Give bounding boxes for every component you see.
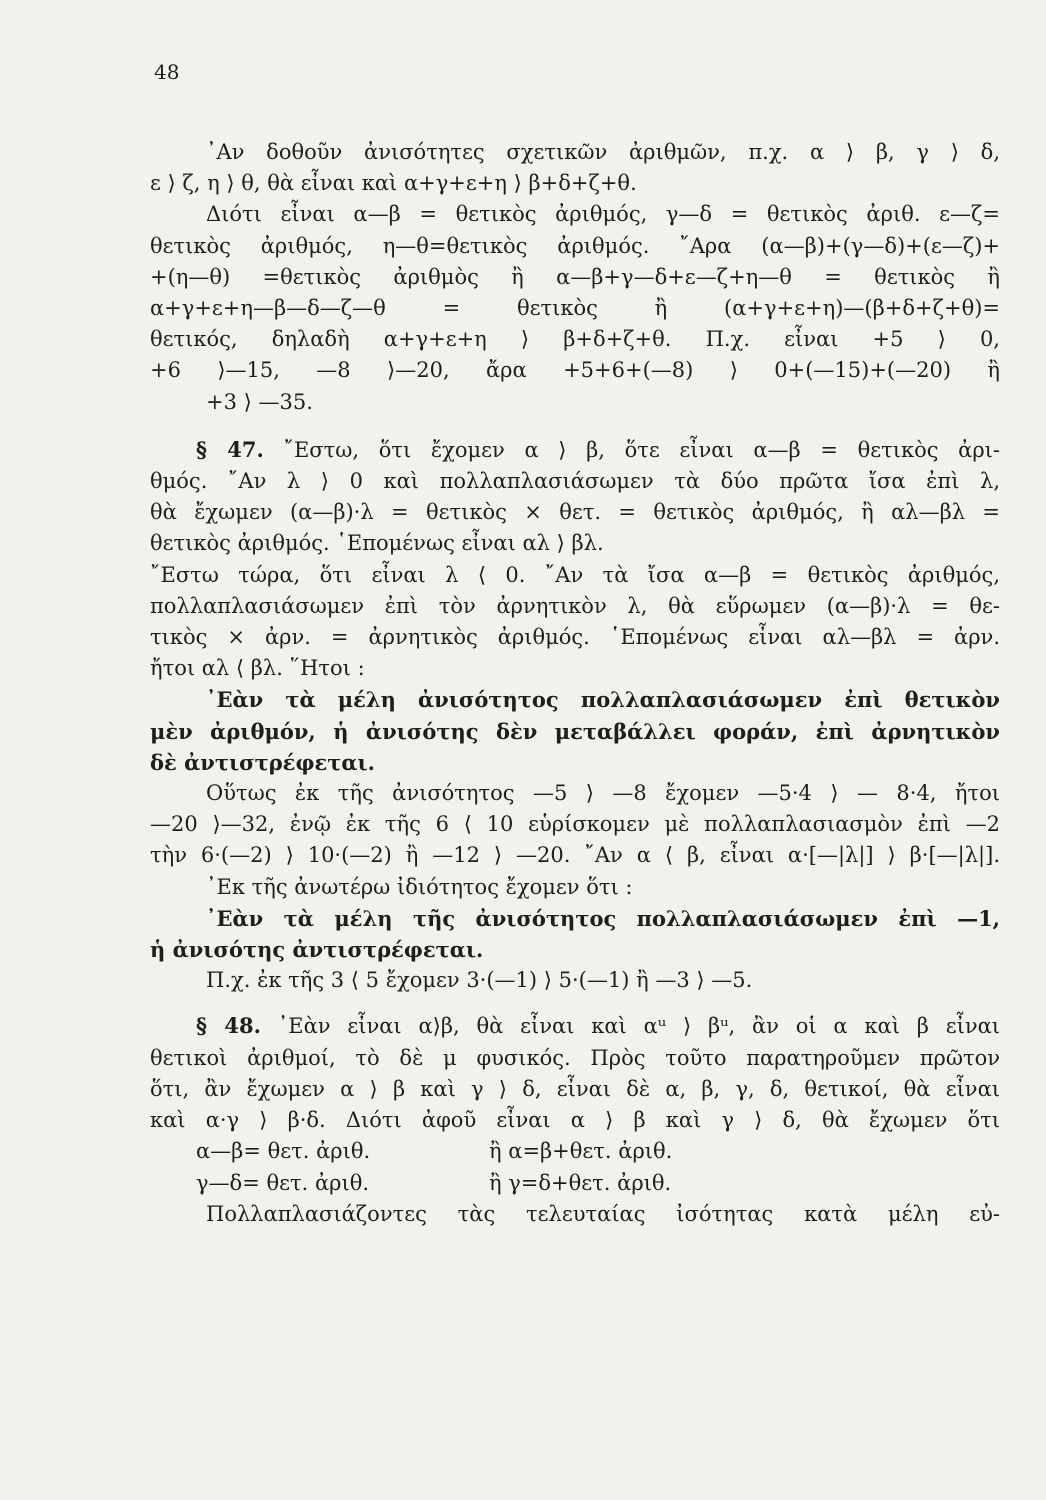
text-line: θετικοὶ ἀριθμοί, τὸ δὲ μ φυσικός. Πρὸς τοῦτο παρατηροῦμεν πρῶτον bbox=[150, 1045, 1000, 1070]
text-line: θετικὸς ἀριθμός. ῾Επομένως εἶναι αλ ⟩ βλ. bbox=[150, 531, 604, 556]
text-line: ᾿Αν δοθοῦν ἀνισότητες σχετικῶν ἀριθμῶν, π.χ. α ⟩ β, γ ⟩ δ, bbox=[206, 140, 1000, 164]
theorem-line: ᾿Εὰν τὰ μέλη τῆς ἀνισότητος πολλαπλασιάσωμεν ἐπὶ —1, bbox=[206, 905, 1000, 931]
text-line: θμός. ῎Αν λ ⟩ 0 καὶ πολλαπλασιάσωμεν τὰ δύο πρῶτα ἴσα ἐπὶ λ, bbox=[150, 469, 1000, 494]
text-line: +(η—θ) =θετικὸς ἀριθμὸς ἢ α—β+γ—δ+ε—ζ+η—θ = θετικὸς ἢ bbox=[150, 264, 1000, 289]
text-line: α+γ+ε+η—β—δ—ζ—θ = θετικὸς ἢ (α+γ+ε+η)—(β+δ+ζ+θ)= bbox=[150, 296, 1000, 321]
theorem-line: ἡ ἀνισότης ἀντιστρέφεται. bbox=[150, 937, 484, 963]
equation-right: ἢ α=β+θετ. ἀριθ. bbox=[489, 1139, 673, 1164]
equation-left: α—β= θετ. ἀριθ. bbox=[196, 1139, 371, 1164]
text-line: ε ⟩ ζ, η ⟩ θ, θὰ εἶναι καὶ α+γ+ε+η ⟩ β+δ+ζ+θ. bbox=[150, 171, 637, 196]
text-line: Οὕτως ἐκ τῆς ἀνισότητος —5 ⟩ —8 ἔχομεν —5·4 ⟩ — 8·4, ἤτοι bbox=[206, 781, 1000, 806]
text-line: ῎Εστω τώρα, ὅτι εἶναι λ ⟨ 0. ῎Αν τὰ ἴσα α—β = θετικὸς ἀριθμός, bbox=[150, 562, 1000, 587]
text-line: Π.χ. ἐκ τῆς 3 ⟨ 5 ἔχομεν 3·(—1) ⟩ 5·(—1) ἢ —3 ⟩ —5. bbox=[206, 968, 753, 993]
text-line: Διότι εἶναι α—β = θετικὸς ἀριθμός, γ—δ = θετικὸς ἀριθ. ε—ζ= bbox=[206, 202, 1000, 227]
text-line: —20 ⟩—32, ἐνῷ ἐκ τῆς 6 ⟨ 10 εὑρίσκομεν μὲ πολλαπλασιασμὸν ἐπὶ —2 bbox=[150, 812, 1000, 837]
text-line: ᾿Εκ τῆς ἀνωτέρω ἰδιότητος ἔχομεν ὅτι : bbox=[206, 874, 633, 899]
text-line: τικὸς × ἀρν. = ἀρνητικὸς ἀριθμός. ῾Επομένως εἶναι αλ—βλ = ἀρν. bbox=[150, 625, 1000, 650]
theorem-line: ᾿Εὰν τὰ μέλη ἀνισότητος πολλαπλασιάσωμεν ἐπὶ θετικὸν bbox=[206, 687, 1000, 713]
text-line: πολλαπλασιάσωμεν ἐπὶ τὸν ἀρνητικὸν λ, θὰ εὕρωμεν (α—β)·λ = θε- bbox=[150, 593, 1000, 618]
text-line: θὰ ἔχωμεν (α—β)·λ = θετικὸς × θετ. = θετικὸς ἀριθμός, ἢ αλ—βλ = bbox=[150, 500, 1000, 525]
equation-row bbox=[150, 1168, 1000, 1199]
theorem-line: μὲν ἀριθμόν, ἡ ἀνισότης δὲν μεταβάλλει φοράν, ἐπὶ ἀρνητικὸν bbox=[150, 718, 1000, 744]
section-number: § 48. bbox=[196, 1013, 261, 1039]
equation-left: γ—δ= θετ. ἀριθ. bbox=[196, 1170, 370, 1195]
section-number: § 47. bbox=[196, 436, 264, 462]
section-47-heading-line: § 47. ῎Εστω, ὅτι ἔχομεν α ⟩ β, ὅτε εἶναι α—β = θετικὸς ἀρι- bbox=[196, 436, 1000, 462]
text-line: ὅτι, ἂν ἔχωμεν α ⟩ β καὶ γ ⟩ δ, εἶναι δὲ α, β, γ, δ, θετικοί, θὰ εἶναι bbox=[150, 1076, 1000, 1101]
page-number: 48 bbox=[154, 60, 180, 84]
text-line: καὶ α·γ ⟩ β·δ. Διότι ἀφοῦ εἶναι α ⟩ β καὶ γ ⟩ δ, θὰ ἔχωμεν ὅτι bbox=[150, 1108, 1000, 1133]
text-line: τὴν 6·(—2) ⟩ 10·(—2) ἢ —12 ⟩ —20. ῎Αν α ⟨ β, εἶναι α·[—|λ|] ⟩ β·[—|λ|]. bbox=[150, 843, 1000, 868]
text-line: θετικὸς ἀριθμός, η—θ=θετικὸς ἀριθμός. ῎Αρα (α—β)+(γ—δ)+(ε—ζ)+ bbox=[150, 233, 1000, 258]
equation-right: ἢ γ=δ+θετ. ἀριθ. bbox=[489, 1170, 672, 1195]
text-line: +6 ⟩—15, —8 ⟩—20, ἄρα +5+6+(—8) ⟩ 0+(—15)+(—20) ἢ bbox=[150, 358, 1000, 383]
theorem-line: δὲ ἀντιστρέφεται. bbox=[150, 749, 375, 775]
equation-row bbox=[150, 1136, 1000, 1167]
text-line: +3 ⟩ —35. bbox=[206, 389, 313, 414]
text-line: ἤτοι αλ ⟨ βλ. ῞Ητοι : bbox=[150, 656, 365, 681]
section-48-heading-line: § 48. ᾿Εὰν εἶναι α⟩β, θὰ εἶναι καὶ αᵘ ⟩ βᵘ, ἂν οἱ α καὶ β εἶναι bbox=[196, 1013, 1000, 1039]
page-text-body bbox=[150, 137, 1000, 1230]
text-line: θετικός, δηλαδὴ α+γ+ε+η ⟩ β+δ+ζ+θ. Π.χ. εἶναι +5 ⟩ 0, bbox=[150, 327, 1000, 352]
text-line: Πολλαπλασιάζοντες τὰς τελευταίας ἰσότητας κατὰ μέλη εὐ- bbox=[206, 1201, 1000, 1226]
